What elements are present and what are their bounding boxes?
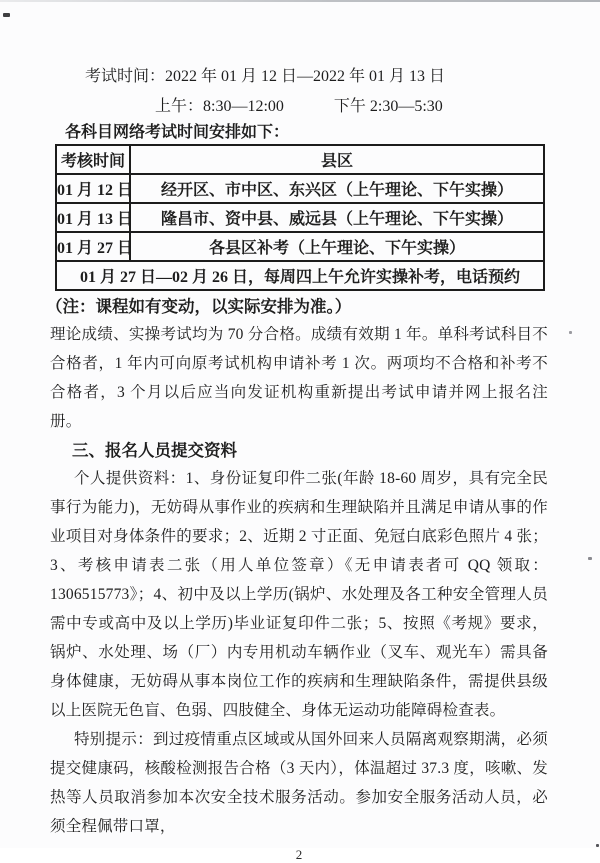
schedule-note: （注：课程如有变动，以实际安排为准。）: [46, 297, 352, 316]
scan-speck: [3, 13, 10, 17]
page-number: 2: [295, 847, 303, 862]
cell-date: 01 月 12 日: [56, 174, 130, 203]
table-intro-heading: 各科目网络考试时间安排如下：: [65, 124, 290, 141]
scan-speck: [596, 844, 599, 847]
special-notice-paragraph: 特别提示：到过疫情重点区域或从国外回来人员隔离观察期满，必须提交健康码，核酸检测报告合格（3 天内），体温超过 37.3 度，咳嗽、发热等人员取消参加本次安全技术服务活动。参加安全服务活动人员，必须全程佩带口罩，: [50, 731, 548, 835]
header-cell-district: 县区: [130, 145, 544, 174]
cell-date: 01 月 13 日: [56, 203, 130, 232]
section-3-title: 三、报名人员提交资料: [72, 441, 237, 460]
table-row: [56, 174, 544, 203]
scan-speck: [569, 331, 572, 334]
cell-district: 经开区、市中区、东兴区（上午理论、下午实操）: [130, 174, 544, 203]
morning-session-text: 上午：8:30—12:00: [155, 98, 284, 115]
score-rules-paragraph: 理论成绩、实操考试均为 70 分合格。成绩有效期 1 年。单科考试科目不合格者，1 年内可向原考试机构申请补考 1 次。两项均不合格和补考不合格者，3 个月以后应当向发证机构重新提出考试申请并网上报名注册。: [50, 326, 548, 430]
table-row: [56, 232, 544, 261]
cell-district: 各县区补考（上午理论、下午实操）: [130, 232, 544, 261]
scan-edge-artifact: [0, 0, 600, 2]
cell-date: 01 月 27 日: [56, 232, 130, 261]
afternoon-session-text: 下午 2:30—5:30: [333, 98, 443, 115]
exam-schedule-table: [55, 144, 545, 291]
cell-district: 隆昌市、资中县、威远县（上午理论、下午实操）: [130, 203, 544, 232]
scan-speck: [588, 557, 592, 560]
exam-time-text: 考试时间：2022 年 01 月 12 日—2022 年 01 月 13 日: [85, 68, 446, 85]
materials-paragraph: 个人提供资料：1、身份证复印件二张(年龄 18-60 周岁，具有完全民事行为能力)，无妨碍从事作业的疾病和生理缺陷并且满足申请从事的作业项目对身体条件的要求；2、近期 2 寸正面、免冠白底彩色照片 4 张；3、考核申请表二张（用人单位签章）《无申请表者可 QQ 领取：1306515773》；4、初中及以上学历(锅炉、水处理及各工种安全管理人员需中专或高中及以上学历)毕业证复印件二张；5、按照《考规》要求，锅炉、水处理、场（厂）内专用机动车辆作业（叉车、观光车）需具备身体健康，无妨碍从事本岗位工作的疾病和生理缺陷条件，需提供县级以上医院无色盲、色弱、四肢健全、身体无运动功能障碍检查表。: [50, 470, 548, 719]
table-row: [56, 203, 544, 232]
table-footer-row: [56, 261, 544, 290]
session-times-line: [155, 92, 548, 122]
table-footer-cell: 01 月 27 日—02 月 26 日，每周四上午允许实操补考，电话预约: [56, 261, 544, 290]
table-header-row: [56, 145, 544, 174]
header-cell-time: 考核时间: [56, 145, 130, 174]
exam-time-line: [85, 62, 548, 92]
